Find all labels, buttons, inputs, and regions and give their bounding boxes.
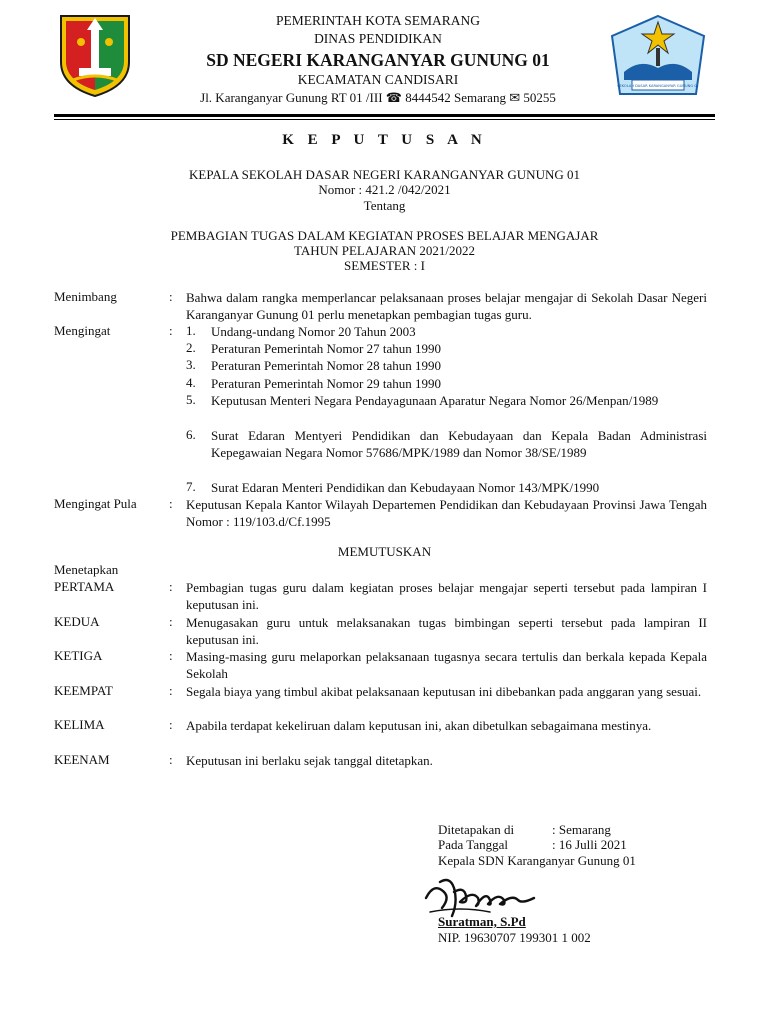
- mengingat-pula-colon: :: [169, 496, 173, 511]
- decision-text: Segala biaya yang timbul akibat pelaksanaan keputusan ini dibebankan pada anggaran yang sesuai.: [186, 684, 702, 699]
- decision-colon: :: [169, 752, 173, 767]
- decree-issuer: KEPALA SEKOLAH DASAR NEGERI KARANGANYAR GUNUNG 01: [189, 167, 580, 182]
- decision-colon: :: [169, 683, 173, 698]
- menetapkan-label: Menetapkan: [54, 562, 119, 577]
- letterhead-school-name: SD NEGERI KARANGANYAR GUNUNG 01: [206, 50, 550, 70]
- decision-text: Pembagian tugas guru dalam kegiatan proses belajar mengajar seperti tersebut pada lampiran I keputusan ini.: [186, 580, 707, 612]
- decree-academic-year: TAHUN PELAJARAN 2021/2022: [294, 243, 475, 258]
- decision-label: KEENAM: [54, 752, 110, 767]
- decision-text: Masing-masing guru melaporkan pelaksanaan tugasnya secara tertulis dan berkala kepada Kepala Sekolah: [186, 649, 707, 681]
- decision-label: KELIMA: [54, 717, 105, 732]
- mengingat-pula-text: Keputusan Kepala Kantor Wilayah Departemen Pendidikan dan Kebudayaan Provinsi Jawa Tengah Nomor : 119/103.d/Cf.1995: [186, 497, 707, 529]
- mengingat-item-number: 1.: [186, 323, 196, 338]
- school-emblem-logo: [610, 14, 706, 98]
- mengingat-item-text: Surat Edaran Menteri Pendidikan dan Kebudayaan Nomor 143/MPK/1990: [211, 480, 600, 495]
- decision-label: KEEMPAT: [54, 683, 113, 698]
- mengingat-item-number: 5.: [186, 392, 196, 407]
- decision-label: PERTAMA: [54, 579, 115, 594]
- decision-text: Menugasakan guru untuk melaksanakan tugas bimbingan seperti tersebut pada lampiran II keputusan ini.: [186, 615, 707, 647]
- decree-semester: SEMESTER : I: [344, 258, 425, 273]
- decision-text: Apabila terdapat kekeliruan dalam keputusan ini, akan dibetulkan sebagaimana mestinya.: [186, 718, 652, 733]
- mengingat-item-text: Undang-undang Nomor 20 Tahun 2003: [211, 324, 416, 339]
- decree-about-label: Tentang: [363, 198, 406, 213]
- ditetapkan-value: : Semarang: [552, 822, 611, 837]
- letterhead-divider-thick: [54, 114, 715, 117]
- decision-colon: :: [169, 717, 173, 732]
- mengingat-item-text: Surat Edaran Mentyeri Pendidikan dan Kebudayaan dan Kepala Badan Administrasi Kepegawaian Negara Nomor 57686/MPK/1989 dan Nomor 38/SE/1989: [211, 428, 707, 460]
- school-emblem-text: SEKOLAH DASAR KARANGANYAR GUNUNG 01: [617, 84, 699, 88]
- mengingat-item-text: Peraturan Pemerintah Nomor 27 tahun 1990: [211, 341, 441, 356]
- decree-number: Nomor : 421.2 /042/2021: [318, 182, 451, 197]
- decision-colon: :: [169, 614, 173, 629]
- menimbang-label: Menimbang: [54, 289, 117, 304]
- mengingat-item-number: 3.: [186, 357, 196, 372]
- mengingat-item-number: 7.: [186, 479, 196, 494]
- mengingat-colon: :: [169, 323, 173, 338]
- document-title: K E P U T U S A N: [282, 132, 487, 148]
- mengingat-label: Mengingat: [54, 323, 111, 338]
- signer-position: Kepala SDN Karanganyar Gunung 01: [438, 853, 636, 868]
- decision-text: Keputusan ini berlaku sejak tanggal ditetapkan.: [186, 753, 433, 768]
- mengingat-item-number: 2.: [186, 340, 196, 355]
- letterhead-address: Jl. Karanganyar Gunung RT 01 /III ☎ 8444542 Semarang ✉ 50255: [200, 90, 556, 105]
- signer-nip: NIP. 19630707 199301 1 002: [438, 930, 591, 945]
- letterhead-department: DINAS PENDIDIKAN: [314, 31, 442, 46]
- ditetapkan-label: Ditetapakan di: [438, 822, 515, 837]
- signer-name: Suratman, S.Pd: [438, 914, 526, 929]
- decision-colon: :: [169, 579, 173, 594]
- decree-subject: PEMBAGIAN TUGAS DALAM KEGIATAN PROSES BELAJAR MENGAJAR: [170, 228, 599, 243]
- tanggal-value: : 16 Julli 2021: [552, 837, 627, 852]
- decision-label: KETIGA: [54, 648, 103, 663]
- menimbang-colon: :: [169, 289, 173, 304]
- mengingat-item-text: Peraturan Pemerintah Nomor 28 tahun 1990: [211, 358, 441, 373]
- decision-label: KEDUA: [54, 614, 100, 629]
- tanggal-label: Pada Tanggal: [438, 837, 508, 852]
- memutuskan-heading: MEMUTUSKAN: [337, 544, 432, 559]
- mengingat-item-text: Peraturan Pemerintah Nomor 29 tahun 1990: [211, 376, 441, 391]
- kota-semarang-crest-logo: [57, 12, 133, 98]
- mengingat-item-number: 6.: [186, 427, 196, 442]
- letterhead-government: PEMERINTAH KOTA SEMARANG: [275, 13, 481, 28]
- menimbang-text: Bahwa dalam rangka memperlancar pelaksanaan proses belajar mengajar di Sekolah Dasar Negeri Karanganyar Gunung 01 perlu menetapkan pembagian tugas guru.: [186, 290, 707, 322]
- mengingat-pula-label: Mengingat Pula: [54, 496, 137, 511]
- letterhead-district: KECAMATAN CANDISARI: [297, 72, 459, 87]
- letterhead-divider-thin: [54, 119, 715, 120]
- mengingat-item-text: Keputusan Menteri Negara Pendayagunaan Aparatur Negara Nomor 26/Menpan/1989: [211, 393, 659, 408]
- decision-colon: :: [169, 648, 173, 663]
- mengingat-item-number: 4.: [186, 375, 196, 390]
